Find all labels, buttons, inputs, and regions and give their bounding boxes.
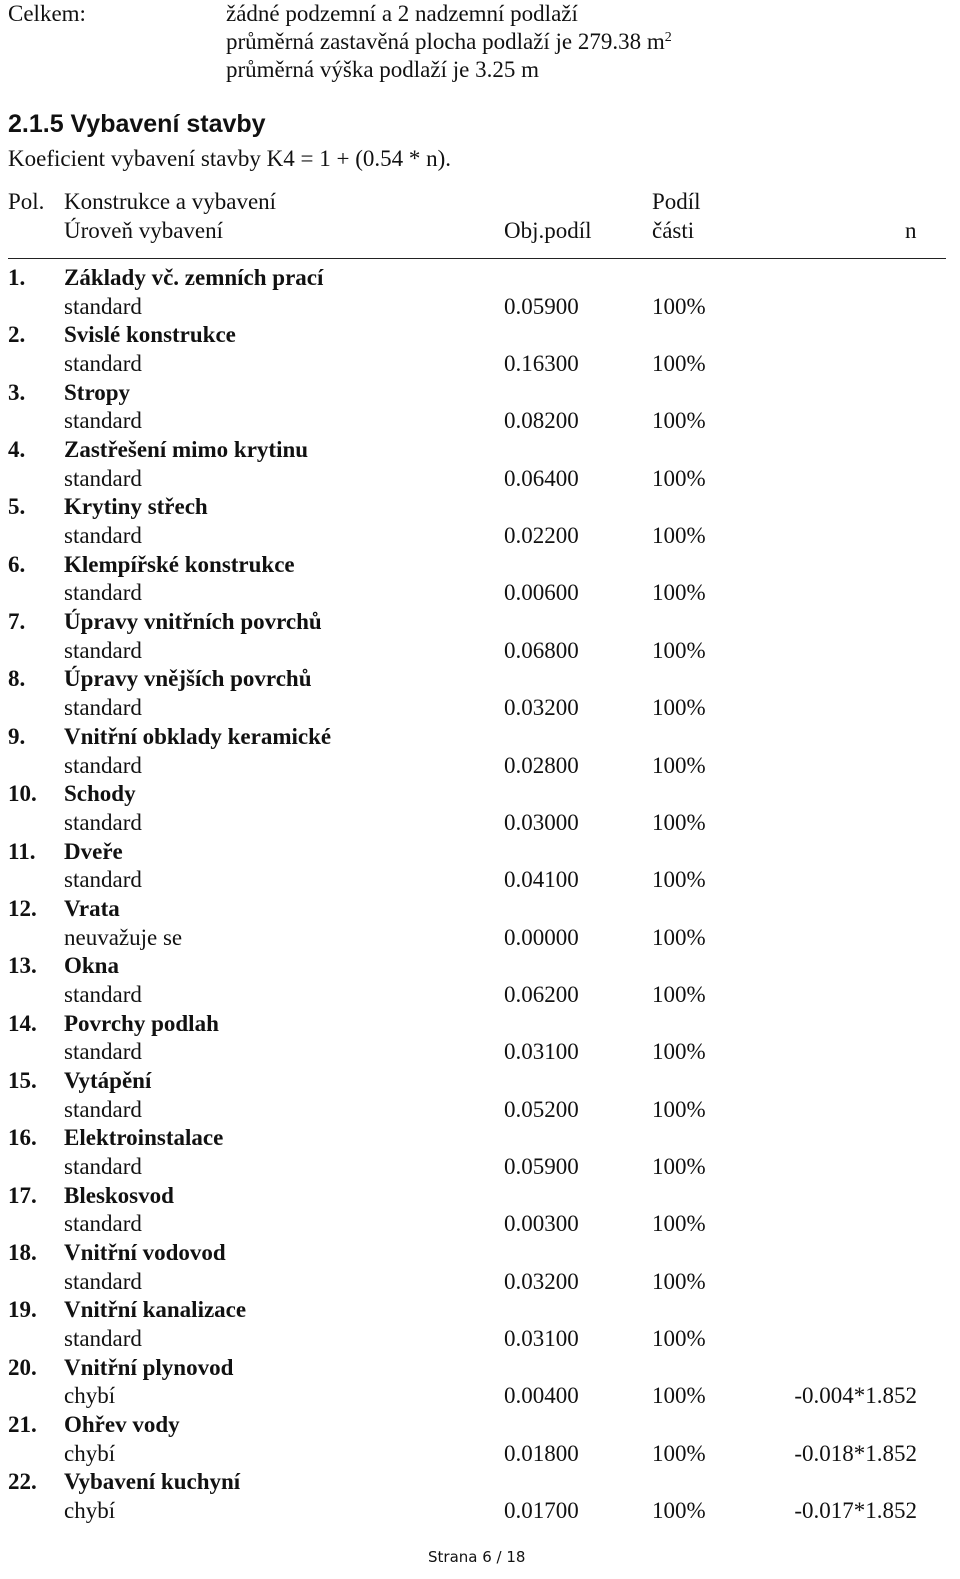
item-level: standard <box>64 294 142 319</box>
item-name: Klempířské konstrukce <box>64 552 295 577</box>
item-obj-share: 0.00300 <box>504 1211 579 1236</box>
item-obj-share: 0.00000 <box>504 925 579 950</box>
item-level: standard <box>64 810 142 835</box>
item-part-share: 100% <box>652 810 706 835</box>
item-name: Vnitřní vodovod <box>64 1240 226 1265</box>
item-number: 12. <box>8 896 37 921</box>
item-obj-share: 0.16300 <box>504 351 579 376</box>
item-obj-share: 0.05900 <box>504 1154 579 1179</box>
item-part-share: 100% <box>652 695 706 720</box>
header-pol: Pol. <box>8 189 45 214</box>
item-level: standard <box>64 695 142 720</box>
header-objpodil: Obj.podíl <box>504 218 592 243</box>
item-level: standard <box>64 523 142 548</box>
item-level: standard <box>64 638 142 663</box>
summary-area-text: průměrná zastavěná plocha podlaží je 279.38 m <box>226 29 665 54</box>
item-part-share: 100% <box>652 1097 706 1122</box>
item-level: standard <box>64 753 142 778</box>
header-n: n <box>905 218 917 243</box>
header-konstrukce: Konstrukce a vybavení <box>64 189 277 214</box>
header-podil: Podíl <box>652 189 701 214</box>
item-number: 8. <box>8 666 26 691</box>
item-level: standard <box>64 1097 142 1122</box>
item-number: 21. <box>8 1412 37 1437</box>
item-name: Ohřev vody <box>64 1412 180 1437</box>
item-obj-share: 0.05200 <box>504 1097 579 1122</box>
item-part-share: 100% <box>652 466 706 491</box>
item-part-share: 100% <box>652 1211 706 1236</box>
item-name: Vnitřní obklady keramické <box>64 724 332 749</box>
item-part-share: 100% <box>652 1498 706 1523</box>
item-number: 11. <box>8 839 36 864</box>
summary-area-unit-exponent: 2 <box>664 30 672 45</box>
item-part-share: 100% <box>652 1326 706 1351</box>
summary-line-height: průměrná výška podlaží je 3.25 m <box>226 57 539 82</box>
item-name: Povrchy podlah <box>64 1011 219 1036</box>
item-number: 22. <box>8 1469 37 1494</box>
item-number: 2. <box>8 322 26 347</box>
item-name: Krytiny střech <box>64 494 208 519</box>
item-number: 6. <box>8 552 26 577</box>
item-number: 19. <box>8 1297 37 1322</box>
coefficient-text: Koeficient vybavení stavby K4 = 1 + (0.54 * n). <box>8 146 452 171</box>
item-number: 17. <box>8 1183 37 1208</box>
item-name: Zastřešení mimo krytinu <box>64 437 309 462</box>
header-casti: části <box>652 218 695 243</box>
item-number: 10. <box>8 781 37 806</box>
item-name: Vnitřní plynovod <box>64 1355 234 1380</box>
item-level: chybí <box>64 1441 116 1466</box>
item-number: 13. <box>8 953 37 978</box>
item-name: Úpravy vnitřních povrchů <box>64 609 322 634</box>
item-name: Schody <box>64 781 136 806</box>
item-obj-share: 0.03100 <box>504 1326 579 1351</box>
item-number: 15. <box>8 1068 37 1093</box>
item-part-share: 100% <box>652 638 706 663</box>
item-number: 1. <box>8 265 26 290</box>
item-number: 3. <box>8 380 26 405</box>
item-part-share: 100% <box>652 925 706 950</box>
item-name: Okna <box>64 953 119 978</box>
item-number: 16. <box>8 1125 37 1150</box>
item-part-share: 100% <box>652 351 706 376</box>
item-obj-share: 0.06400 <box>504 466 579 491</box>
item-number: 5. <box>8 494 26 519</box>
item-level: standard <box>64 466 142 491</box>
item-name: Vnitřní kanalizace <box>64 1297 247 1322</box>
item-obj-share: 0.00400 <box>504 1383 579 1408</box>
item-name: Vybavení kuchyní <box>64 1469 241 1494</box>
item-part-share: 100% <box>652 867 706 892</box>
item-part-share: 100% <box>652 982 706 1007</box>
item-name: Bleskosvod <box>64 1183 174 1208</box>
item-number: 20. <box>8 1355 37 1380</box>
header-uroven: Úroveň vybavení <box>64 218 224 243</box>
item-name: Svislé konstrukce <box>64 322 236 347</box>
item-part-share: 100% <box>652 1154 706 1179</box>
item-number: 14. <box>8 1011 37 1036</box>
item-number: 18. <box>8 1240 37 1265</box>
item-obj-share: 0.05900 <box>504 294 579 319</box>
item-level: standard <box>64 408 142 433</box>
item-part-share: 100% <box>652 753 706 778</box>
item-name: Vytápění <box>64 1068 152 1093</box>
item-level: standard <box>64 1211 142 1236</box>
item-level: standard <box>64 982 142 1007</box>
item-name: Vrata <box>64 896 120 921</box>
item-name: Úpravy vnějších povrchů <box>64 666 312 691</box>
summary-line-floors: žádné podzemní a 2 nadzemní podlaží <box>226 1 578 26</box>
item-level: chybí <box>64 1498 116 1523</box>
page-number: Strana 6 / 18 <box>428 1548 526 1566</box>
item-level: chybí <box>64 1383 116 1408</box>
item-obj-share: 0.03200 <box>504 1269 579 1294</box>
item-level: standard <box>64 1039 142 1064</box>
item-part-share: 100% <box>652 294 706 319</box>
item-part-share: 100% <box>652 1039 706 1064</box>
item-part-share: 100% <box>652 1383 706 1408</box>
item-obj-share: 0.02200 <box>504 523 579 548</box>
item-part-share: 100% <box>652 580 706 605</box>
item-n-value: -0.017*1.852 <box>794 1498 917 1523</box>
item-level: standard <box>64 1269 142 1294</box>
item-part-share: 100% <box>652 1269 706 1294</box>
item-obj-share: 0.03100 <box>504 1039 579 1064</box>
summary-line-area <box>226 28 672 56</box>
item-obj-share: 0.02800 <box>504 753 579 778</box>
summary-label: Celkem: <box>8 1 86 26</box>
item-part-share: 100% <box>652 523 706 548</box>
item-name: Dveře <box>64 839 123 864</box>
item-obj-share: 0.00600 <box>504 580 579 605</box>
section-heading: 2.1.5 Vybavení stavby <box>8 110 266 138</box>
item-level: neuvažuje se <box>64 925 183 950</box>
item-number: 9. <box>8 724 26 749</box>
item-obj-share: 0.06200 <box>504 982 579 1007</box>
item-obj-share: 0.06800 <box>504 638 579 663</box>
item-number: 4. <box>8 437 26 462</box>
item-obj-share: 0.03000 <box>504 810 579 835</box>
item-number: 7. <box>8 609 26 634</box>
item-part-share: 100% <box>652 408 706 433</box>
header-divider <box>8 258 946 259</box>
item-level: standard <box>64 1326 142 1351</box>
item-n-value: -0.004*1.852 <box>794 1383 917 1408</box>
item-name: Stropy <box>64 380 131 405</box>
item-level: standard <box>64 1154 142 1179</box>
item-obj-share: 0.03200 <box>504 695 579 720</box>
item-obj-share: 0.01800 <box>504 1441 579 1466</box>
item-name: Základy vč. zemních prací <box>64 265 324 290</box>
item-obj-share: 0.08200 <box>504 408 579 433</box>
item-name: Elektroinstalace <box>64 1125 224 1150</box>
item-obj-share: 0.04100 <box>504 867 579 892</box>
item-level: standard <box>64 351 142 376</box>
item-part-share: 100% <box>652 1441 706 1466</box>
item-n-value: -0.018*1.852 <box>794 1441 917 1466</box>
item-level: standard <box>64 580 142 605</box>
item-obj-share: 0.01700 <box>504 1498 579 1523</box>
item-level: standard <box>64 867 142 892</box>
